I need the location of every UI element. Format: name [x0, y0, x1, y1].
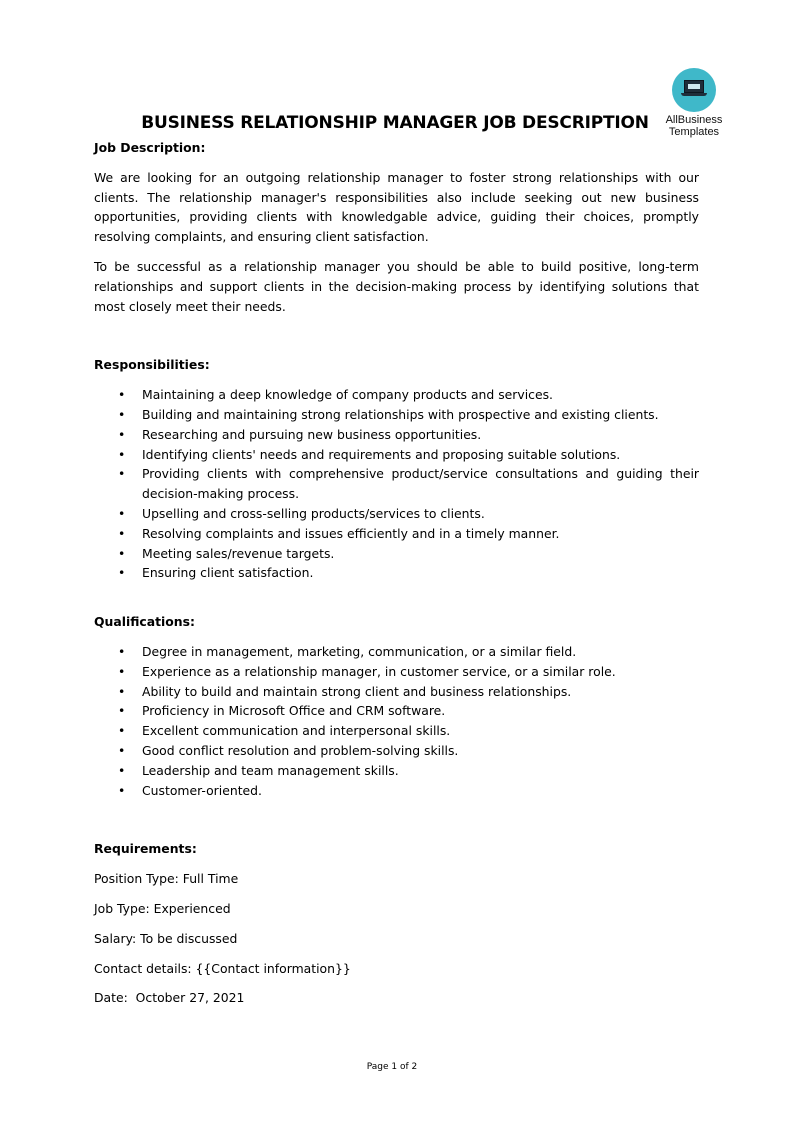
logo-line-1: AllBusiness [665, 114, 723, 126]
list-item: • Excellent communication and interpersonal skills. [94, 721, 699, 741]
list-item: • Customer-oriented. [94, 781, 699, 801]
salary: Salary: To be discussed [94, 930, 238, 946]
document-date: Date: October 27, 2021 [94, 990, 245, 1006]
responsibilities-heading: Responsibilities: [94, 357, 210, 373]
list-item: • Building and maintaining strong relationships with prospective and existing clients. [94, 405, 699, 425]
list-item: • Proficiency in Microsoft Office and CRM software. [94, 701, 699, 721]
list-item: • Researching and pursuing new business opportunities. [94, 425, 699, 445]
list-item: • Degree in management, marketing, communication, or a similar field. [94, 642, 699, 662]
list-item: • Meeting sales/revenue targets. [94, 544, 699, 564]
list-item: • Ability to build and maintain strong client and business relationships. [94, 682, 699, 702]
qualifications-list [94, 642, 699, 800]
list-item: • Experience as a relationship manager, in customer service, or a similar role. [94, 662, 699, 682]
responsibilities-list [94, 385, 699, 583]
qualifications-heading: Qualifications: [94, 614, 195, 630]
list-item: • Identifying clients' needs and requirements and proposing suitable solutions. [94, 445, 699, 465]
document-title: BUSINESS RELATIONSHIP MANAGER JOB DESCRIPTION [141, 113, 649, 133]
job-description-heading: Job Description: [94, 140, 206, 155]
page-number: Page 1 of 2 [366, 1062, 418, 1072]
job-description-paragraph-2: To be successful as a relationship manager you should be able to build positive, long-term relationships and support clients in the decision-making process by identifying solutions that most closely meet their needs. [94, 258, 699, 314]
logo-line-2: Templates [668, 126, 720, 138]
laptop-icon [672, 68, 716, 112]
list-item: • Upselling and cross-selling products/services to clients. [94, 504, 699, 524]
job-type: Job Type: Experienced [94, 900, 231, 916]
list-item: • Leadership and team management skills. [94, 761, 699, 781]
list-item: • Ensuring client satisfaction. [94, 563, 699, 583]
document-body [94, 138, 699, 1008]
position-type: Position Type: Full Time [94, 871, 239, 887]
list-item: • Resolving complaints and issues efficiently and in a timely manner. [94, 524, 699, 544]
requirements-heading: Requirements: [94, 841, 197, 857]
job-description-paragraph-1: We are looking for an outgoing relationship manager to foster strong relationships with our clients. The relationship manager's responsibilities also include seeking out new business opportunities, providing clients with knowledgable advice, guiding their choices, promptly resolving complaints, and ensuring client satisfaction. [94, 169, 699, 245]
contact-details: Contact details: {{Contact information}} [94, 960, 351, 976]
list-item: • Providing clients with comprehensive product/service consultations and guiding their decision-making process. [94, 464, 699, 504]
list-item: • Good conflict resolution and problem-solving skills. [94, 741, 699, 761]
list-item: • Maintaining a deep knowledge of company products and services. [94, 385, 699, 405]
